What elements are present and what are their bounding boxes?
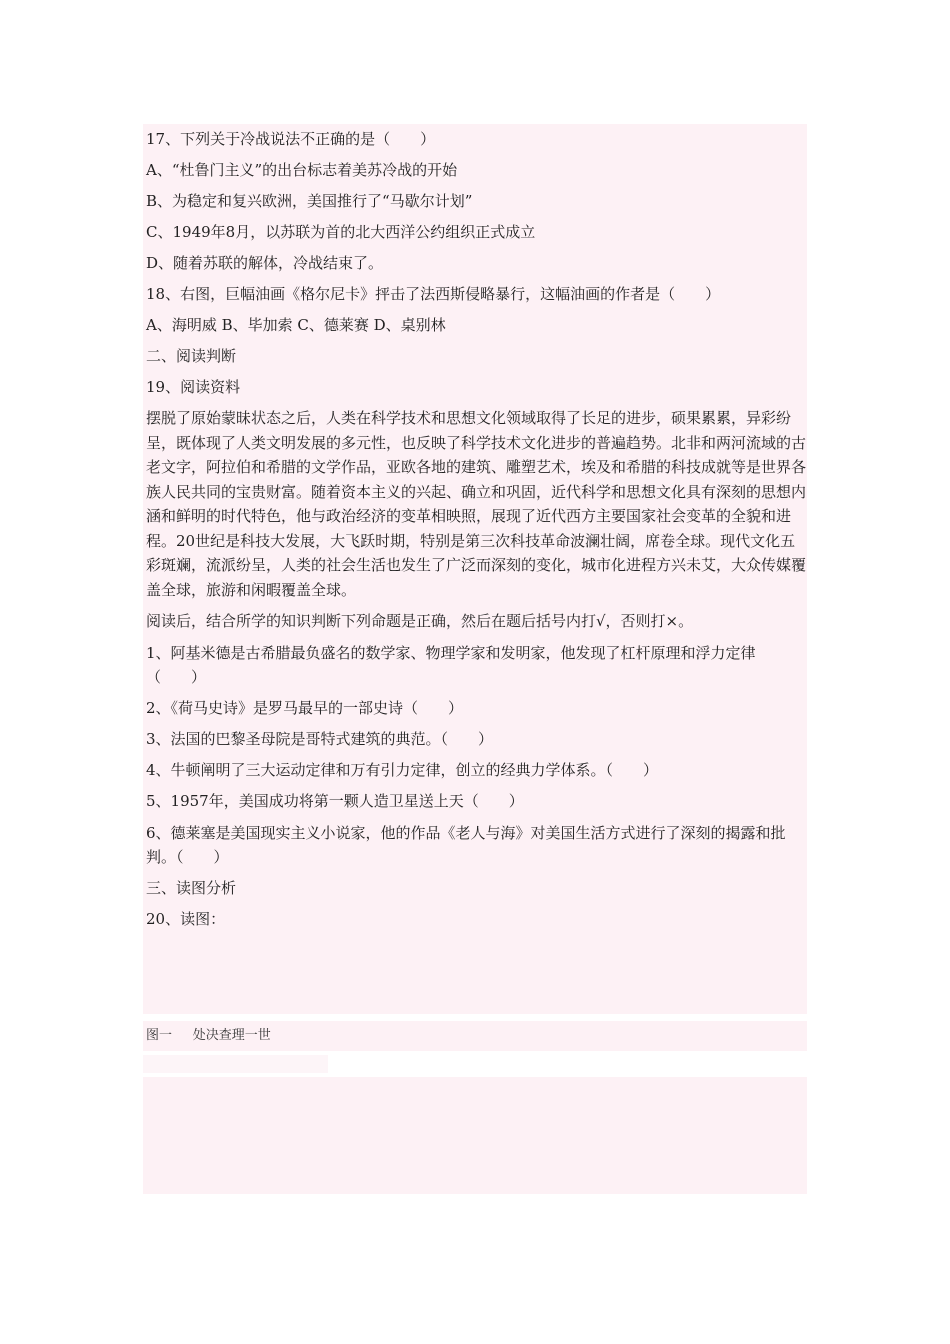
question-17-option-a: A、“杜鲁门主义”的出台标志着美苏冷战的开始: [146, 161, 458, 179]
question-17-option-b: B、为稳定和复兴欧洲，美国推行了“马歇尔计划”: [146, 192, 473, 210]
reading-instruction: 阅读后，结合所学的知识判断下列命题是正确，然后在题后括号内打√，否则打×。: [146, 612, 694, 630]
judgment-item-5: 5、1957年，美国成功将第一颗人造卫星送上天（ ）: [146, 792, 524, 810]
figure-caption: [146, 1021, 271, 1051]
figure-label: 图一: [146, 1028, 173, 1043]
judgment-item-1: 1、阿基米德是古希腊最负盛名的数学家、物理学家和发明家，他发现了杠杆原理和浮力定律（ ）: [146, 644, 756, 686]
question-17-option-c: C、1949年8月，以苏联为首的北大西洋公约组织正式成立: [146, 223, 536, 241]
section-heading-reading: 二、阅读判断: [146, 347, 237, 365]
document-body: [146, 124, 808, 935]
judgment-item-2: 2、《荷马史诗》是罗马最早的一部史诗（ ）: [146, 699, 464, 717]
reading-passage: 摆脱了原始蒙昧状态之后，人类在科学技术和思想文化领域取得了长足的进步，硕果累累，异彩纷呈，既体现了人类文明发展的多元性，也反映了科学技术文化进步的普遍趋势。北非和两河流域的古老文字，阿拉伯和希腊的文学作品，亚欧各地的建筑、雕塑艺术，埃及和希腊的科技成就等是世界各族人民共同的宝贵财富。随着资本主义的兴起、确立和巩固，近代科学和思想文化具有深刻的思想内涵和鲜明的时代特色，他与政治经济的变革相映照，展现了近代西方主要国家社会变革的全貌和进程。20世纪是科技大发展，大飞跃时期，特别是第三次科技革命波澜壮阔，席卷全球。现代文化五彩斑斓，流派纷呈，人类的社会生活也发生了广泛而深刻的变化，城市化进程方兴未艾，大众传媒覆盖全球，旅游和闲暇覆盖全球。: [146, 409, 807, 599]
figure-title: 处决查理一世: [192, 1028, 271, 1043]
question-18-stem: 18、右图，巨幅油画《格尔尼卡》抨击了法西斯侵略暴行，这幅油画的作者是（ ）: [146, 285, 721, 303]
question-18-options: A、海明威 B、毕加索 C、德莱赛 D、桌别林: [146, 316, 446, 334]
section-heading-map-analysis: 三、读图分析: [146, 879, 237, 897]
judgment-item-6: 6、德莱塞是美国现实主义小说家，他的作品《老人与海》对美国生活方式进行了深刻的揭露和批判。（ ）: [146, 824, 786, 866]
question-17-stem: 17、下列关于冷战说法不正确的是（ ）: [146, 130, 436, 148]
question-20-stem: 20、读图：: [146, 910, 226, 928]
image-placeholder: [143, 1077, 807, 1194]
judgment-item-4: 4、牛顿阐明了三大运动定律和万有引力定律，创立的经典力学体系。（ ）: [146, 761, 659, 779]
judgment-item-3: 3、法国的巴黎圣母院是哥特式建筑的典范。（ ）: [146, 730, 494, 748]
image-placeholder-strip: [143, 1055, 328, 1073]
question-17-option-d: D、随着苏联的解体，冷战结束了。: [146, 254, 384, 272]
question-19-stem: 19、阅读资料: [146, 378, 241, 396]
